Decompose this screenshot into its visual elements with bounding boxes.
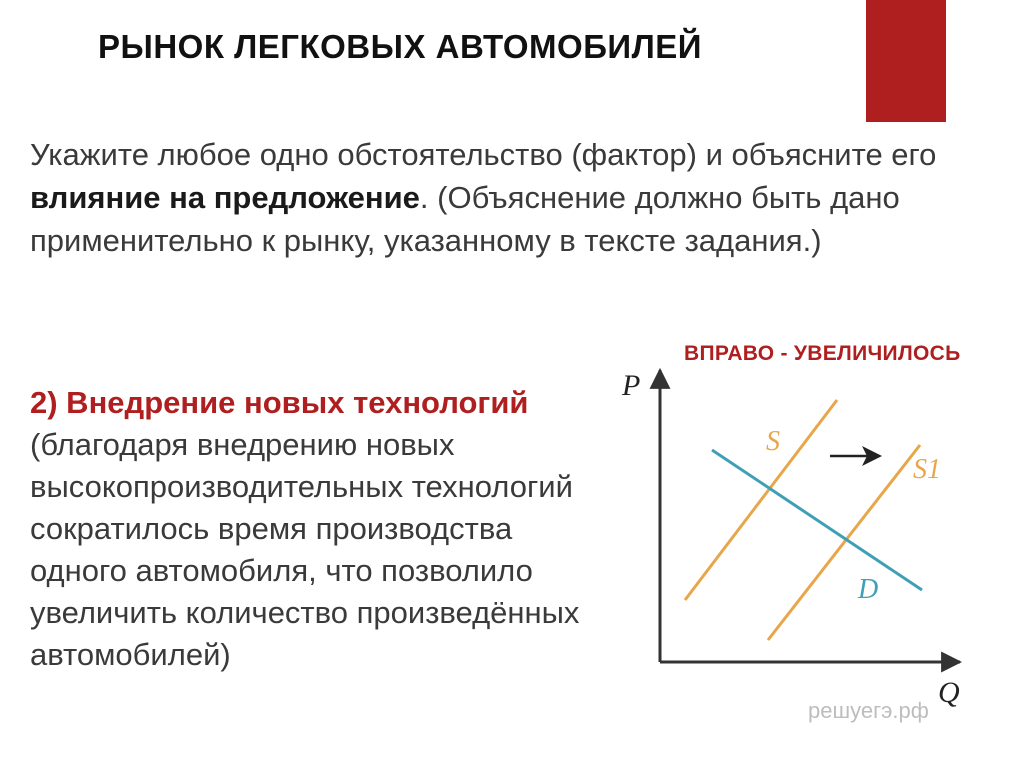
answer-block	[30, 382, 610, 676]
x-axis-label: Q	[938, 676, 960, 709]
supply-label-s1: S1	[913, 454, 941, 485]
answer-body: (благодаря внедрению новых высокопроизводительных технологий сократилось время производства одного автомобиля, что позволило увеличить количество произведённых автомобилей)	[30, 427, 580, 672]
question-part1: Укажите любое одно обстоятельство (фактор) и объясните его	[30, 137, 937, 172]
demand-curve-d	[712, 450, 922, 590]
question-bold: влияние на предложение	[30, 180, 420, 215]
supply-curve-s1	[768, 445, 920, 640]
answer-heading: 2) Внедрение новых технологий	[30, 385, 529, 420]
slide-title: РЫНОК ЛЕГКОВЫХ АВТОМОБИЛЕЙ	[98, 28, 703, 65]
supply-label-s: S	[766, 426, 780, 457]
demand-label-d: D	[858, 574, 879, 605]
supply-curve-s	[685, 400, 837, 600]
shift-label: ВПРАВО - УВЕЛИЧИЛОСЬ	[684, 342, 961, 365]
y-axis-label: P	[622, 369, 641, 402]
question-part2: . (Объяснение должно быть дано применительно к рынку, указанному в тексте задания.)	[30, 180, 900, 258]
question-text	[30, 133, 990, 262]
watermark: решуегэ.рф	[808, 698, 929, 723]
supply-demand-graph	[600, 350, 1000, 750]
decorative-red-bar	[866, 0, 946, 122]
